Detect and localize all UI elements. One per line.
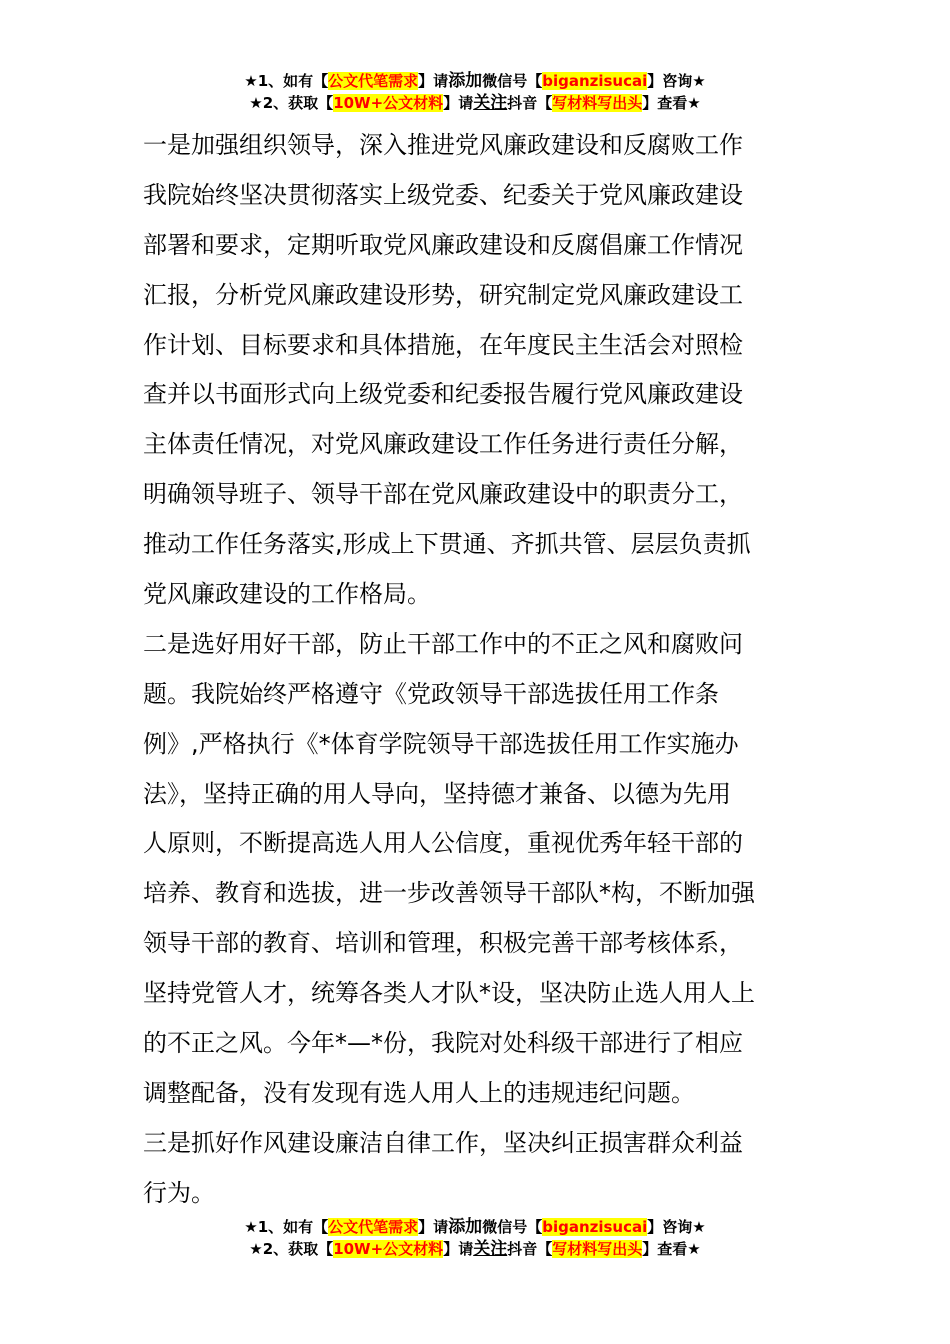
body-line: 例》,严格执行《*体育学院领导干部选拔任用工作实施办 (143, 729, 739, 758)
banner-line-2: ★2、获取【10W+公文材料】请关注抖音【写材料写出头】查看★ (249, 1239, 701, 1259)
body-line: 查并以书面形式向上级党委和纪委报告履行党风廉政建设 (143, 380, 743, 409)
body-line: 人原则，不断提高选人用人公信度，重视优秀年轻干部的 (143, 829, 743, 858)
highlight-service: 公文代笔需求 (328, 1218, 419, 1236)
highlight-douyin-account: 写材料写出头 (552, 94, 643, 112)
body-line: 主体责任情况，对党风廉政建设工作任务进行责任分解， (143, 430, 743, 459)
banner-line-1: ★1、如有【公文代笔需求】请添加微信号【biganzisucai】咨询★ (244, 1217, 706, 1237)
banner-line-2: ★2、获取【10W+公文材料】请关注抖音【写材料写出头】查看★ (249, 93, 701, 113)
banner-line-1: ★1、如有【公文代笔需求】请添加微信号【biganzisucai】咨询★ (244, 71, 706, 91)
body-line: 法》，坚持正确的用人导向，坚持德才兼备、以德为先用 (143, 779, 731, 808)
body-line: 汇报，分析党风廉政建设形势，研究制定党风廉政建设工 (143, 280, 743, 309)
body-line: 我院始终坚决贯彻落实上级党委、纪委关于党风廉政建设 (143, 180, 743, 209)
body-line: 部署和要求，定期听取党风廉政建设和反腐倡廉工作情况 (143, 230, 743, 259)
highlight-materials: 10W+公文材料 (333, 1240, 444, 1258)
header-banner (0, 70, 950, 114)
body-line: 培养、教育和选拔，进一步改善领导干部队*构，不断加强 (143, 879, 755, 908)
body-line: 明确领导班子、领导干部在党风廉政建设中的职责分工， (143, 480, 743, 509)
highlight-materials: 10W+公文材料 (333, 94, 444, 112)
body-line: 领导干部的教育、培训和管理，积极完善干部考核体系， (143, 929, 743, 958)
body-line: 党风廉政建设的工作格局。 (143, 580, 431, 609)
footer-banner (0, 1216, 950, 1260)
highlight-douyin-account: 写材料写出头 (552, 1240, 643, 1258)
body-line: 调整配备，没有发现有选人用人上的违规违纪问题。 (143, 1078, 695, 1107)
highlight-wechat-id: biganzisucai (542, 1218, 648, 1236)
body-line: 作计划、目标要求和具体措施，在年度民主生活会对照检 (143, 330, 743, 359)
body-line: 行为。 (143, 1178, 215, 1207)
body-line: 三是抓好作风建设廉洁自律工作，坚决纠正损害群众利益 (143, 1128, 743, 1157)
highlight-wechat-id: biganzisucai (542, 72, 648, 90)
body-line: 推动工作任务落实,形成上下贯通、齐抓共管、层层负责抓 (143, 530, 751, 559)
body-line: 的不正之风。今年*—*份，我院对处科级干部进行了相应 (143, 1029, 743, 1058)
body-line: 题。我院始终严格遵守《党政领导干部选拔任用工作条 (143, 679, 719, 708)
document-body (143, 121, 818, 1219)
body-line: 坚持党管人才，统筹各类人才队*设，坚决防止选人用人上 (143, 979, 755, 1008)
body-line: 二是选好用好干部，防止干部工作中的不正之风和腐败问 (143, 629, 743, 658)
body-line: 一是加强组织领导，深入推进党风廉政建设和反腐败工作 (143, 131, 743, 159)
highlight-service: 公文代笔需求 (328, 72, 419, 90)
